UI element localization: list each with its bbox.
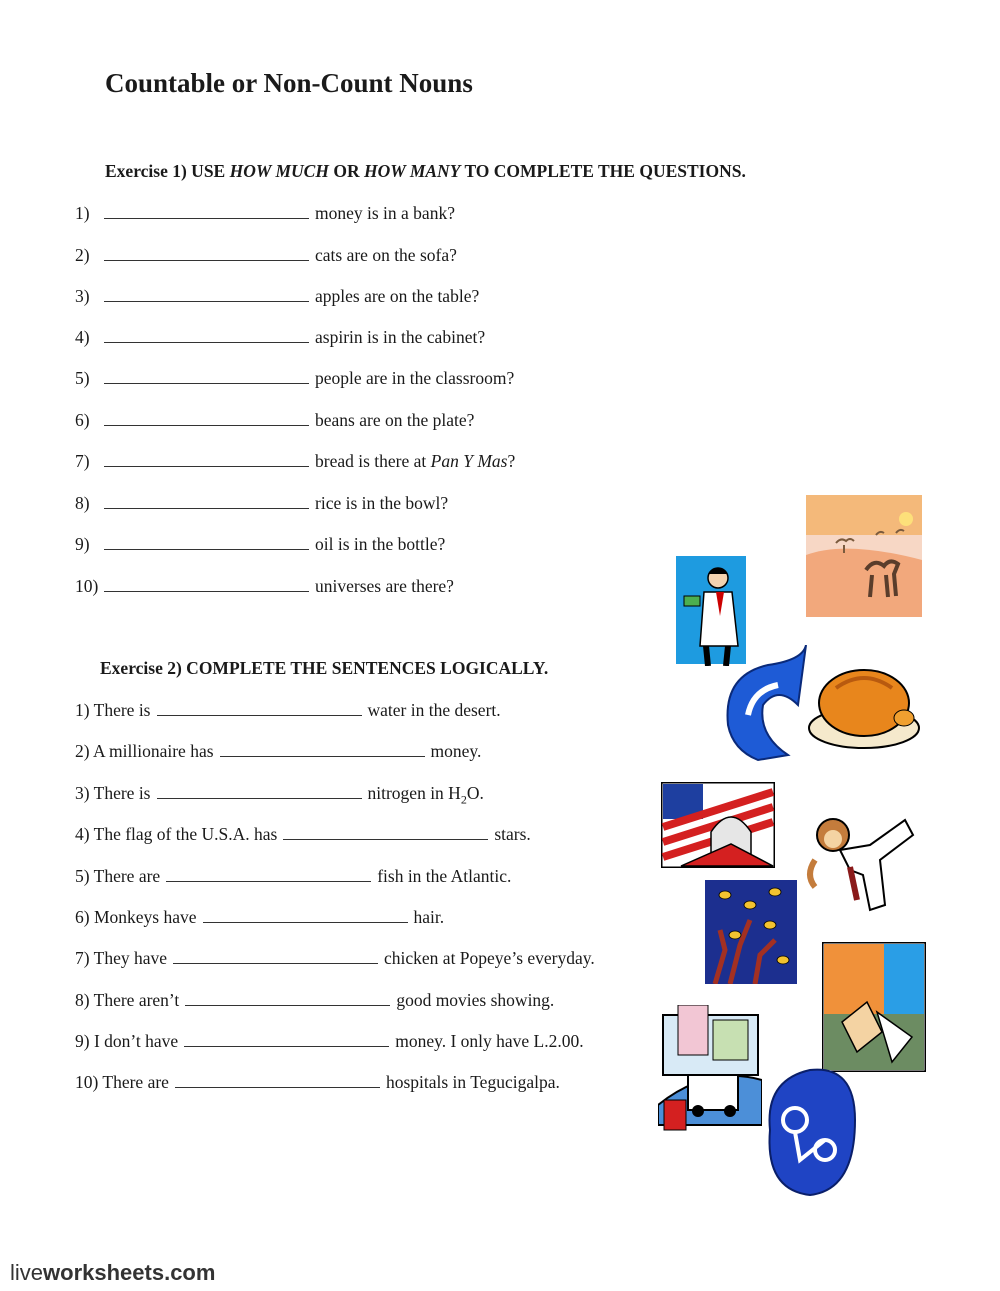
exercise1-heading: [105, 161, 746, 182]
item-text-before: 9) I don’t have: [75, 1031, 179, 1051]
item-text-before: 8) There aren’t: [75, 990, 180, 1010]
answer-blank[interactable]: [166, 867, 371, 882]
exercise1-heading-mid: OR: [328, 161, 364, 181]
brand-bold: worksheets: [43, 1260, 165, 1285]
item-number: 6): [75, 410, 90, 430]
item-number: 1): [75, 203, 90, 223]
exercise2-item: [75, 783, 484, 808]
exercise1-item: [75, 245, 457, 266]
exercise1-item: [75, 576, 454, 597]
roast-chicken-illustration: [806, 658, 922, 753]
item-text-after: hair.: [413, 907, 445, 927]
answer-blank[interactable]: [104, 204, 309, 219]
item-text-after: money. I only have L.2.00.: [395, 1031, 584, 1051]
item-number: 9): [75, 534, 90, 554]
item-text: oil is in the bottle?: [315, 534, 446, 554]
item-text-before: 2) A millionaire has: [75, 741, 214, 761]
answer-blank[interactable]: [104, 328, 309, 343]
exercise1-item: [75, 534, 445, 555]
answer-blank[interactable]: [104, 535, 309, 550]
exercise1-heading-suffix: TO COMPLETE THE QUESTIONS.: [460, 161, 746, 181]
item-number: 4): [75, 327, 90, 347]
item-text: bread is there at: [315, 451, 431, 471]
item-text-before: 4) The flag of the U.S.A. has: [75, 824, 278, 844]
footer-brand: [10, 1260, 215, 1286]
item-text: universes are there?: [315, 576, 454, 596]
item-text-before: 1) There is: [75, 700, 151, 720]
exercise1-item: [75, 286, 479, 307]
answer-blank[interactable]: [104, 369, 309, 384]
answer-blank[interactable]: [203, 908, 408, 923]
item-text-before: 5) There are: [75, 866, 161, 886]
answer-blank[interactable]: [104, 577, 309, 592]
blue-abstract-illustration: [760, 1060, 860, 1200]
item-text: rice is in the bowl?: [315, 493, 449, 513]
item-text-after-post: O.: [466, 783, 484, 803]
item-number: 8): [75, 493, 90, 513]
item-number: 5): [75, 368, 90, 388]
exercise2-item: [75, 948, 595, 969]
exercise2-heading: Exercise 2) COMPLETE THE SENTENCES LOGICALLY.: [100, 658, 549, 678]
exercise2-item: [75, 907, 444, 928]
exercise2-item: [75, 866, 511, 887]
item-text-after: fish in the Atlantic.: [377, 866, 512, 886]
exercise2-item: [75, 1072, 560, 1093]
item-number: 7): [75, 451, 90, 471]
item-text-after: hospitals in Tegucigalpa.: [385, 1072, 560, 1092]
karate-monkey-illustration: [795, 805, 921, 925]
item-text-after: money.: [430, 741, 482, 761]
answer-blank[interactable]: [104, 494, 309, 509]
exercise1-item: [75, 451, 515, 472]
exercise1-item: [75, 368, 514, 389]
exercise2-item: [75, 1031, 584, 1052]
exercise2-item: [75, 700, 501, 721]
exercise2-item: [75, 990, 554, 1011]
item-text: cats are on the sofa?: [315, 245, 457, 265]
item-text-after: water in the desert.: [367, 700, 501, 720]
answer-blank[interactable]: [104, 246, 309, 261]
desert-camels-illustration: [806, 495, 922, 617]
answer-blank[interactable]: [157, 784, 362, 799]
subscript: 2: [460, 792, 467, 807]
blue-swirl-illustration: [718, 645, 810, 763]
item-text: beans are on the plate?: [315, 410, 475, 430]
exercise1-item: [75, 410, 474, 431]
item-number: 10): [75, 576, 99, 596]
pocket-hand-illustration: [822, 942, 926, 1072]
item-text-before: 10) There are: [75, 1072, 169, 1092]
item-text-after: good movies showing.: [396, 990, 555, 1010]
exercise1-item: [75, 493, 448, 514]
item-text: apples are on the table?: [315, 286, 480, 306]
answer-blank[interactable]: [104, 411, 309, 426]
answer-blank[interactable]: [184, 1032, 389, 1047]
exercise2-item: [75, 824, 531, 845]
item-text: people are in the classroom?: [315, 368, 515, 388]
page-title: Countable or Non-Count Nouns: [105, 68, 473, 98]
exercise1-heading-prefix: Exercise 1) USE: [105, 161, 230, 181]
exercise1-item: [75, 203, 455, 224]
item-number: 2): [75, 245, 90, 265]
brand-tld: .com: [164, 1260, 216, 1285]
fish-sea-illustration: [705, 880, 797, 984]
item-text: aspirin is in the cabinet?: [315, 327, 486, 347]
item-text: money is in a bank?: [315, 203, 455, 223]
answer-blank[interactable]: [104, 287, 309, 302]
item-text-before: 6) Monkeys have: [75, 907, 197, 927]
answer-blank[interactable]: [157, 701, 362, 716]
answer-blank[interactable]: [220, 742, 425, 757]
item-text-italic: Pan Y Mas: [430, 451, 508, 471]
answer-blank[interactable]: [283, 825, 488, 840]
answer-blank[interactable]: [104, 452, 309, 467]
answer-blank[interactable]: [173, 949, 378, 964]
brand-light: live: [10, 1260, 44, 1285]
answer-blank[interactable]: [175, 1073, 380, 1088]
item-text-before: 3) There is: [75, 783, 151, 803]
exercise1-item: [75, 327, 485, 348]
item-text-before: 7) They have: [75, 948, 168, 968]
item-text-after: stars.: [494, 824, 531, 844]
exercise2-item: [75, 741, 481, 762]
item-text-after: ?: [507, 451, 516, 471]
answer-blank[interactable]: [185, 991, 390, 1006]
item-text-after: chicken at Popeye’s everyday.: [384, 948, 595, 968]
us-flag-capitol-illustration: [661, 782, 775, 868]
item-text-after: nitrogen in H: [367, 783, 461, 803]
item-number: 3): [75, 286, 90, 306]
exercise1-heading-em1: HOW MUCH: [229, 161, 329, 181]
city-ambulance-illustration: [658, 1005, 762, 1135]
exercise1-heading-em2: HOW MANY: [363, 161, 461, 181]
